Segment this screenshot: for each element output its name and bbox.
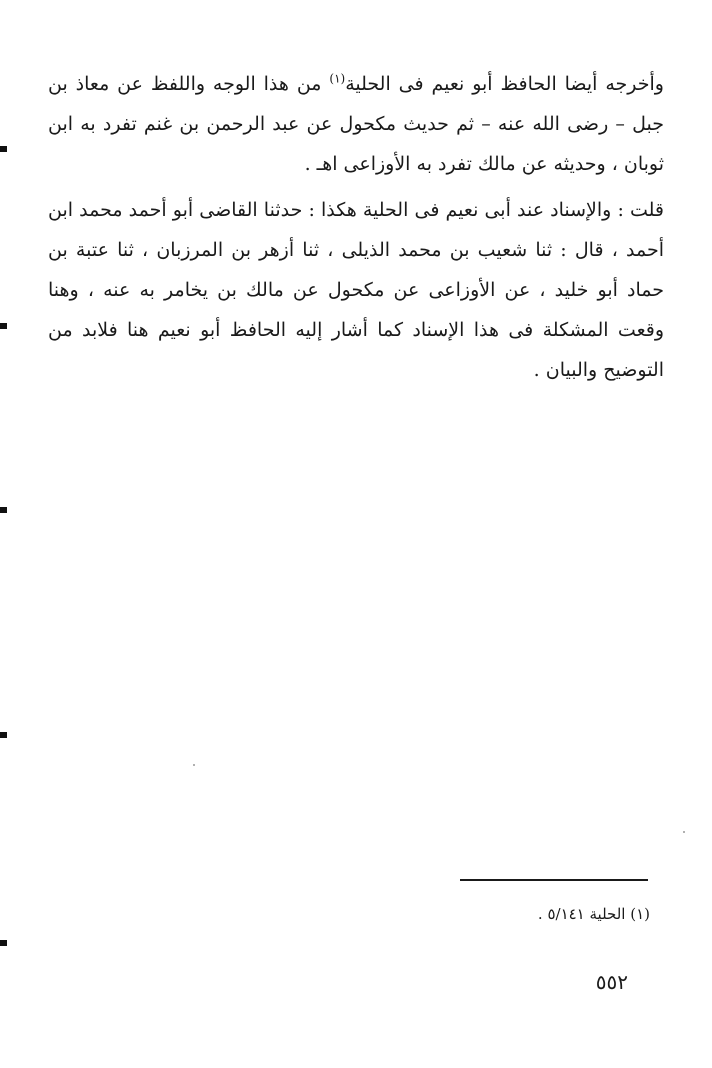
footnote-reference[interactable]: (١): [329, 71, 346, 86]
paragraph-hadith-source: [48, 64, 664, 184]
paragraph-text: وأخرجه أيضا الحافظ أبو نعيم فى الحلية: [345, 73, 664, 95]
margin-mark: [0, 940, 7, 946]
footnote: (١) الحلية ٥/١٤١ .: [537, 905, 650, 923]
paragraph-isnad: قلت : والإسناد عند أبى نعيم فى الحلية هكذا : حدثنا القاضى أبو أحمد محمد ابن أحمد ، قال : ثنا شعيب بن محمد الذيلى ، ثنا أزهر بن المرزبان ، ثنا عتبة بن حماد أبو خليد ، عن الأوزاعى عن مكحول عن مالك بن يخامر به عنه ، وهنا وقعت المشكلة فى هذا الإسناد كما أشار إليه الحافظ أبو نعيم هنا فلابد من التوضيح والبيان .: [48, 199, 664, 381]
scan-speck: [193, 764, 195, 766]
margin-mark: [0, 732, 7, 738]
main-text: [48, 64, 664, 390]
page-number: ٥٥٢: [595, 970, 628, 994]
margin-mark: [0, 146, 7, 152]
scan-speck: [683, 831, 685, 833]
margin-mark: [0, 507, 7, 513]
paragraph-text: من هذا الوجه واللفظ عن معاذ بن جبل – رضى الله عنه – ثم حديث مكحول عن عبد الرحمن بن غنم تفرد به ابن ثوبان ، وحديثه عن مالك تفرد به الأوزاعى اهـ .: [48, 73, 664, 175]
margin-mark: [0, 323, 7, 329]
footnote-divider: [460, 879, 648, 881]
